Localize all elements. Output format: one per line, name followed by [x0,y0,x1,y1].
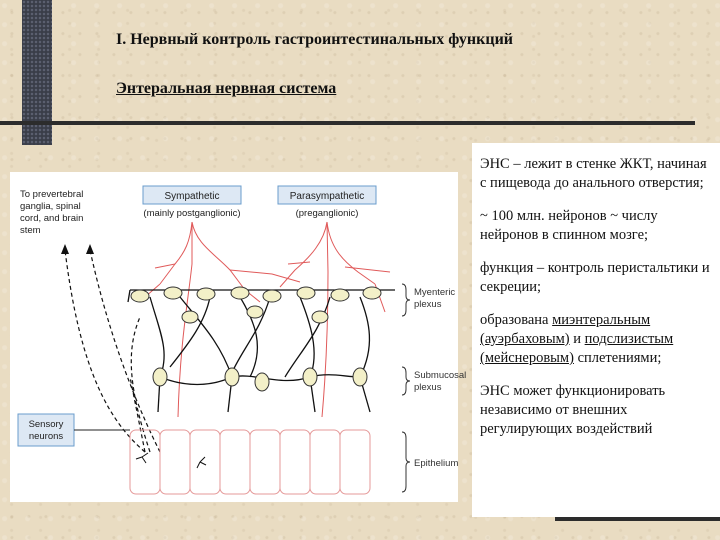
myenteric-label-2: plexus [414,299,442,310]
submucosal-label: Submucosal [414,370,467,381]
fact-plexuses: образована миэнтеральным (ауэрбаховым) и подслизистым (мейснеровым) сплетениями; [480,312,674,366]
submucosal-cells [153,368,367,391]
fact-neuron-count: ~ 100 млн. нейронов ~ числу нейронов в спинном мозге; [480,208,658,243]
svg-text:cord, and brain: cord, and brain [20,213,84,224]
epithelium-layer [130,430,370,494]
svg-text:To prevertebral: To prevertebral [20,189,84,200]
slide-title: I. Нервный контроль гастроинтестинальных функций [116,31,514,48]
parasympathetic-label: Parasympathetic [289,191,365,202]
sensory-endings [136,453,206,468]
svg-text:stem: stem [20,225,41,236]
ens-diagram [10,172,467,502]
term-myenteric: миэнтеральным (ауэрбаховым) [480,312,651,347]
plexus-brackets [402,284,410,492]
sympathetic-label: Sympathetic [164,191,220,202]
prevertebral-label [20,189,83,236]
sensory-label-2: neurons [28,431,64,442]
footer-divider [555,517,720,521]
ens-facts-panel [472,143,720,517]
sensory-label: Sensory [28,419,64,430]
svg-text:ganglia, spinal: ganglia, spinal [20,201,81,212]
arrowheads [61,244,94,254]
slide-subtitle: Энтеральная нервная система [116,80,337,97]
term-submucosal: подслизистым (мейснеровым) [480,331,674,366]
title-divider [0,121,695,125]
fact-function: функция – контроль перистальтики и секреции; [480,260,710,295]
parasympathetic-sublabel: (preganglionic) [295,208,359,219]
myenteric-label: Myenteric [414,287,456,298]
sensory-pathways [65,250,160,452]
sympathetic-sublabel: (mainly postganglionic) [143,208,241,219]
submucosal-label-2: plexus [414,382,442,393]
fact-location: ЭНС – лежит в стенке ЖКТ, начиная с пищевода до анального отверстия; [480,156,707,191]
fact-autonomy: ЭНС может функционировать независимо от внешних регулирующих воздействий [480,383,666,437]
myenteric-cells [131,287,381,323]
epithelium-label: Epithelium [414,458,459,469]
